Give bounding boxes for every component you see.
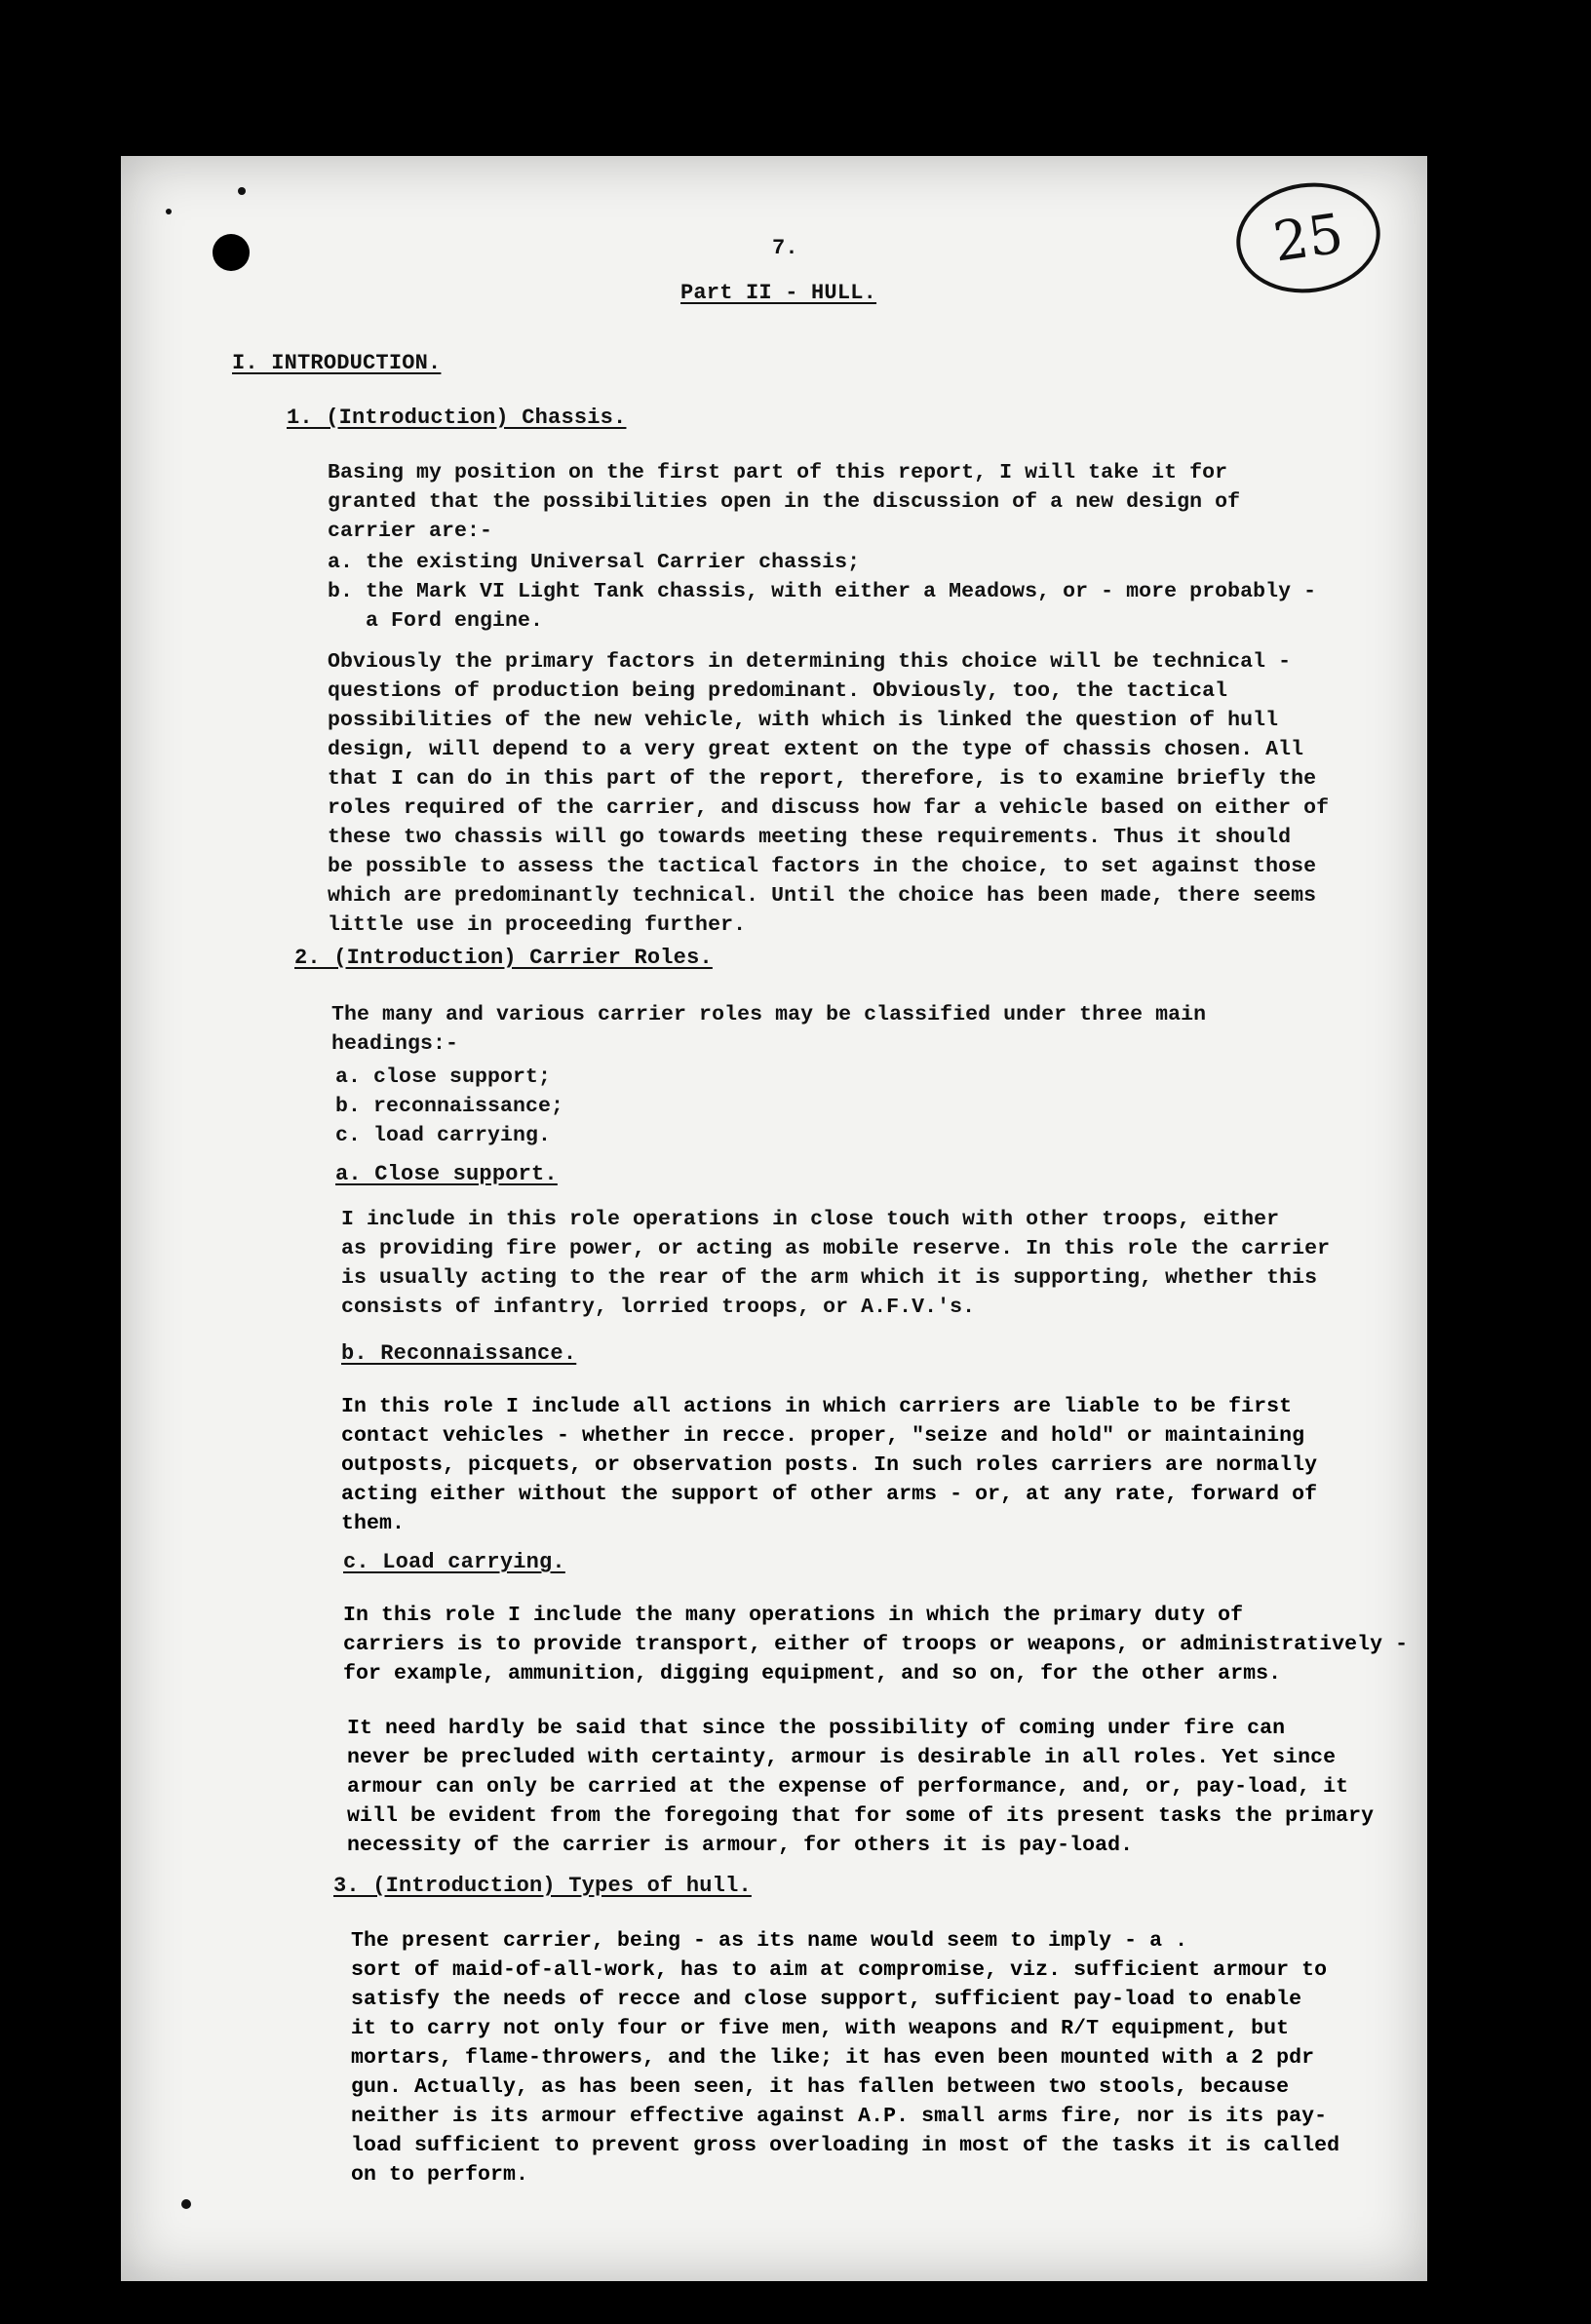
speck xyxy=(166,209,172,214)
punch-hole xyxy=(213,234,250,271)
load-carrying-heading: c. Load carrying. xyxy=(343,1550,565,1574)
roles-paragraph: The many and various carrier roles may be classified under three main headings:- xyxy=(331,1003,1207,1056)
subsection-heading-chassis: 1. (Introduction) Chassis. xyxy=(287,406,627,430)
page-number: 7. xyxy=(772,236,798,260)
close-support-paragraph: I include in this role operations in close touch with other troops, either as providing fire power, or acting as mobile reserve. In this role the carrier is usually acting to the rear of the arm which it is supporting, whether this consists of infantry, lorried troops, or A.F.V.'s. xyxy=(341,1208,1331,1319)
part-title: Part II - HULL. xyxy=(680,281,877,305)
recce-heading: b. Reconnaissance. xyxy=(341,1341,577,1366)
subsection-heading-hull-types: 3. (Introduction) Types of hull. xyxy=(333,1874,752,1898)
chassis-paragraph: Basing my position on the first part of this report, I will take it for granted that the possibilities open in the discussion of a new design of carrier are:- xyxy=(328,461,1241,543)
hull-types-paragraph: The present carrier, being - as its name would seem to imply - a . sort of maid-of-all-work, has to aim at compromise, viz. sufficient armour to satisfy the needs of recce and close support, sufficient pay-load to enable it to carry not only four or five men, with weapons and R/T equipment, but mortars, flame-throwers, and the like; it has even been mounted with a 2 pdr gun. Actually, as has been seen, it has fallen between two stools, because neither is its armour effective against A.P. small arms fire, nor is its pay- load sufficient to prevent gross overloading in most of the tasks it is called on to perform. xyxy=(351,1929,1340,2187)
folio-number: 25 xyxy=(1269,201,1347,275)
speck xyxy=(238,187,246,195)
armour-paragraph: It need hardly be said that since the possibility of coming under fire can never be precluded with certainty, armour is desirable in all roles. Yet since armour can only be carried at the expense of performance, and, or, pay-load, it will be evident from the foregoing that for some of its present tasks the primary necessity of the carrier is armour, for others it is pay-load. xyxy=(347,1717,1375,1857)
chassis-paragraph-2: Obviously the primary factors in determining this choice will be technical - questions of production being predominant. Obviously, too, the tactical possibilities of the new vehicle, with which is linked the question of hull design, will depend to a very great extent on the type of chassis chosen. All that I can do in this part of the report, therefore, is to examine briefly the roles required of the carrier, and discuss how far a vehicle based on either of these two chassis will go towards meeting these requirements. Thus it should be possible to assess the tactical factors in the choice, to set against those which are predominantly technical. Until the choice has been made, there seems little use in proceeding further. xyxy=(328,650,1330,937)
subsection-heading-roles: 2. (Introduction) Carrier Roles. xyxy=(294,946,713,970)
close-support-heading: a. Close support. xyxy=(335,1162,558,1186)
chassis-list: a. the existing Universal Carrier chassis; b. the Mark VI Light Tank chassis, with either a Meadows, or - more probably - a Ford engine. xyxy=(328,551,1317,633)
roles-list: a. close support; b. reconnaissance; c. load carrying. xyxy=(335,1065,564,1147)
load-carrying-paragraph: In this role I include the many operations in which the primary duty of carriers is to provide transport, either of troops or weapons, or administratively - for example, ammunition, digging equipment, and so on, for the other arms. xyxy=(343,1604,1409,1685)
section-heading: I. INTRODUCTION. xyxy=(232,351,442,375)
speck xyxy=(181,2199,191,2209)
recce-paragraph: In this role I include all actions in which carriers are liable to be first contact vehicles - whether in recce. proper, "seize and hold" or maintaining outposts, picquets, or observation posts. In such roles carriers are normally acting either without the support of other arms - or, at any rate, forward of them. xyxy=(341,1395,1318,1535)
